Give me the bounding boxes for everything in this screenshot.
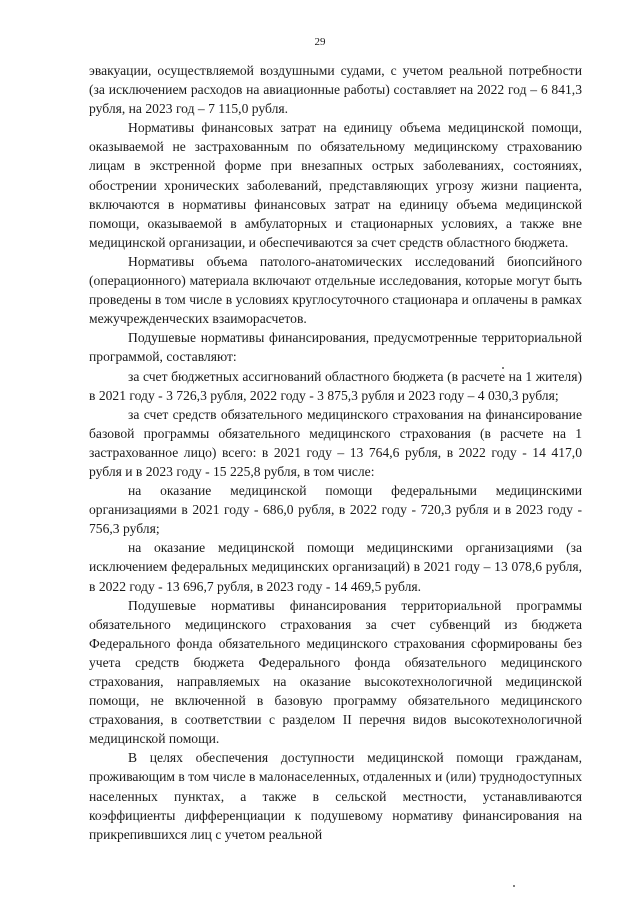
paragraph-federal-organizations: на оказание медицинской помощи федеральными медицинскими организациями в 2021 году - 686,0 рубля, в 2022 году - 720,3 рубля и в 2023 году - 756,3 рубля; [89, 483, 582, 537]
scan-speck [502, 367, 504, 369]
paragraph-pathology-volumes: Нормативы объема патолого-анатомических исследований биопсийного (операционного) материала включают отдельные исследования, которые могут быть проведены в том числе в условиях круглосуточного стационара и оплачены в рамках межучрежденческих взаиморасчетов. [89, 253, 582, 327]
paragraph-other-organizations: на оказание медицинской помощи медицинскими организациями (за исключением федеральных медицинских организаций) в 2021 году – 13 078,6 рубля, в 2022 году - 13 696,7 рубля, в 2023 году - 14 469,5 рубля. [89, 540, 582, 594]
paragraph-subvention-normatives: Подушевые нормативы финансирования территориальной программы обязательного медицинского страхования за счет субвенций из бюджета Федерального фонда обязательного медицинского страхования сформированы без учета средств бюджета Федерального фонда обязательного медицинского страхования, направляемых на оказание высокотехнологичной медицинской помощи, не включенной в базовую программу обязательного медицинского страхования, в соответствии с разделом II перечня видов высокотехнологичной медицинской помощи. [89, 597, 582, 747]
paragraph-emergency-care-costs: Нормативы финансовых затрат на единицу объема медицинской помощи, оказываемой не застрахованным по обязательному медицинскому страхованию лицам в экстренной форме при внезапных острых заболеваниях, состояниях, обострении хронических заболеваний, представляющих угрозу жизни пациента, включаются в нормативы финансовых затрат на единицу объема медицинской помощи, оказываемой в амбулаторных и стационарных условиях, а также вне медицинской организации, и обеспечиваются за счет средств областного бюджета. [89, 120, 582, 250]
document-body [89, 61, 582, 844]
paragraph-accessibility: В целях обеспечения доступности медицинской помощи гражданам, проживающим в том числе в малонаселенных, отдаленных и (или) труднодоступных населенных пунктах, а также в сельской местности, устанавливаются коэффициенты дифференциации к подушевому нормативу финансирования на прикрепившихся лиц с учетом реальной [89, 750, 582, 842]
page-number: 29 [314, 36, 326, 48]
paragraph-per-capita-intro: Подушевые нормативы финансирования, предусмотренные территориальной программой, составляют: [89, 330, 582, 365]
scan-speck [513, 885, 515, 887]
paragraph-regional-budget: за счет бюджетных ассигнований областного бюджета (в расчете на 1 жителя) в 2021 году - 3 726,3 рубля, 2022 году - 3 875,3 рубля и 2023 году – 4 030,3 рубля; [89, 368, 582, 403]
paragraph-insurance-funds: за счет средств обязательного медицинского страхования на финансирование базовой программы обязательного медицинского страхования (в расчете на 1 застрахованное лицо) всего: в 2021 году – 13 764,6 рубля, в 2022 году - 14 417,0 рубля и в 2023 году - 15 225,8 рубля, в том числе: [89, 406, 582, 479]
paragraph-continuation: эвакуации, осуществляемой воздушными судами, с учетом реальной потребности (за исключением расходов на авиационные работы) составляет на 2022 год – 6 841,3 рубля, на 2023 год – 7 115,0 рубля. [89, 63, 582, 117]
